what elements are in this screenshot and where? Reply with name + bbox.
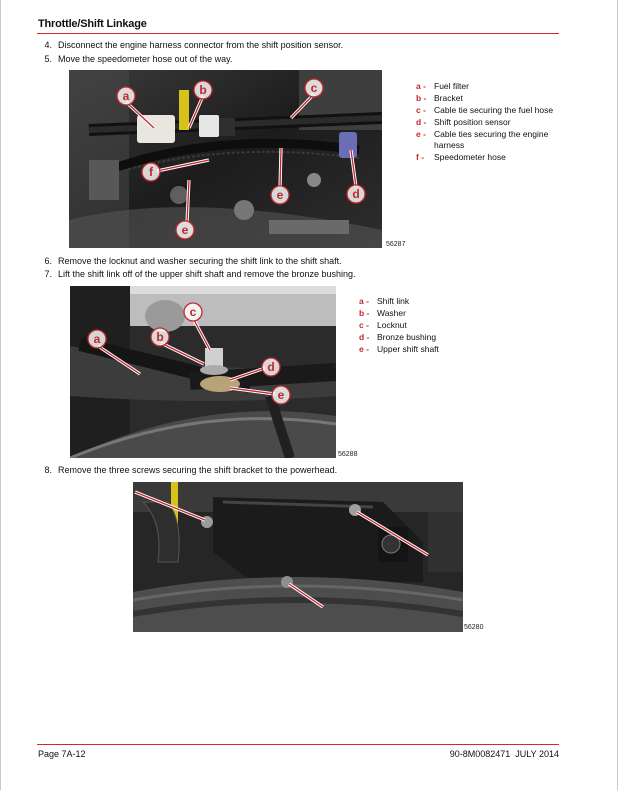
figure-2-photo xyxy=(70,286,336,458)
callout-a xyxy=(117,87,135,105)
callout-e xyxy=(272,386,290,404)
callout-b xyxy=(151,328,169,346)
step-number: 7. xyxy=(44,269,52,279)
svg-text:b: b xyxy=(156,330,164,344)
step-text: Disconnect the engine harness connector from the shift position sensor. xyxy=(58,40,344,50)
figure-3-photo xyxy=(133,482,463,632)
page-border-left xyxy=(0,0,1,790)
svg-text:a: a xyxy=(93,332,101,346)
svg-text:e: e xyxy=(181,223,189,237)
figure-1-photo xyxy=(69,70,382,248)
svg-text:d: d xyxy=(267,360,275,374)
figure-1-leaders xyxy=(126,94,356,223)
legend-item: d - Shift position sensor xyxy=(416,117,511,127)
callout-b xyxy=(194,81,212,99)
callout-a xyxy=(88,330,106,348)
section-title: Throttle/Shift Linkage xyxy=(38,18,147,30)
svg-text:c: c xyxy=(189,305,197,319)
callout-c xyxy=(305,79,323,97)
svg-text:b: b xyxy=(199,83,207,97)
svg-text:f: f xyxy=(149,165,153,179)
footer-rule xyxy=(37,744,559,745)
svg-text:a: a xyxy=(122,89,130,103)
figure-2-number: 56288 xyxy=(338,451,358,458)
svg-text:c: c xyxy=(310,81,318,95)
step-text: Remove the three screws securing the shift bracket to the powerhead. xyxy=(58,465,338,475)
legend-item: b - Bracket xyxy=(416,93,463,103)
callout-d xyxy=(347,185,365,203)
step-number: 6. xyxy=(44,256,52,266)
svg-text:d: d xyxy=(352,187,360,201)
legend-item: e - Cable ties securing the engine harness xyxy=(416,129,549,150)
callout-d xyxy=(262,358,280,376)
legend-item: a - Shift link xyxy=(359,296,410,306)
callout-f xyxy=(142,163,160,181)
legend-item: a - Fuel filter xyxy=(416,81,469,91)
footer-date: JULY 2014 xyxy=(515,749,559,759)
svg-text:e: e xyxy=(277,388,285,402)
step-number: 4. xyxy=(44,40,52,50)
legend-item: c - Cable tie securing the fuel hose xyxy=(416,105,554,115)
legend-item: b - Washer xyxy=(359,308,406,318)
callout-e xyxy=(176,221,194,239)
title-rule xyxy=(37,33,559,34)
legend-item: f - Speedometer hose xyxy=(416,152,506,162)
figure-1-legend xyxy=(416,81,566,164)
svg-text:e: e xyxy=(276,188,284,202)
step-number: 5. xyxy=(44,54,52,64)
footer-page-number: Page 7A-12 xyxy=(38,749,86,759)
figure-2-legend xyxy=(359,296,509,356)
footer-doc-info xyxy=(450,749,559,759)
callout-e xyxy=(271,186,289,204)
legend-item: e - Upper shift shaft xyxy=(359,344,439,354)
figure-3-number: 56280 xyxy=(464,624,484,631)
callout-c xyxy=(184,303,202,321)
step-text: Lift the shift link off of the upper shift shaft and remove the bronze bushing. xyxy=(58,269,356,279)
footer-doc-number: 90-8M0082471 xyxy=(449,749,511,759)
legend-item: c - Locknut xyxy=(359,320,407,330)
step-text: Move the speedometer hose out of the way. xyxy=(58,54,233,64)
legend-item: d - Bronze bushing xyxy=(359,332,437,342)
step-text: Remove the locknut and washer securing the shift link to the shift shaft. xyxy=(58,256,342,266)
step-number: 8. xyxy=(44,465,52,475)
figure-1-number: 56287 xyxy=(386,241,406,248)
